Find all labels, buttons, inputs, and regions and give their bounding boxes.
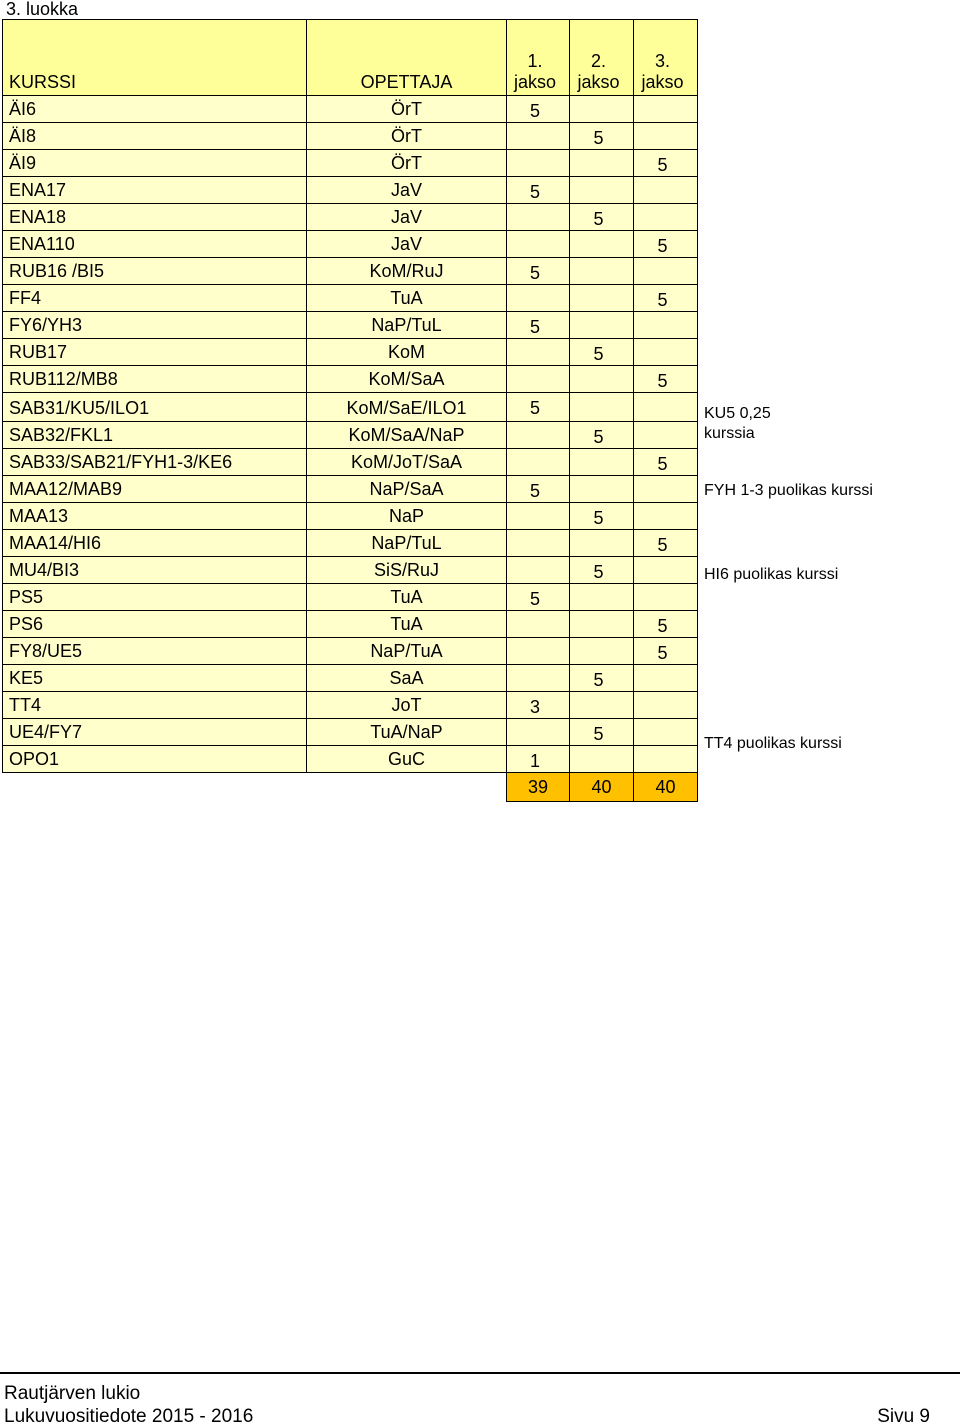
period-2-cell	[570, 231, 634, 258]
course-cell: KE5	[3, 665, 307, 692]
period-2-cell	[570, 366, 634, 393]
teacher-cell: KoM/RuJ	[307, 258, 507, 285]
teacher-cell: ÖrT	[307, 150, 507, 177]
period-3-cell: 5	[634, 285, 698, 312]
period-3-cell: 5	[634, 530, 698, 557]
period-1-column-header	[507, 20, 570, 96]
totals-spacer	[307, 773, 507, 802]
period-3-cell	[634, 123, 698, 150]
period-3-cell: 5	[634, 231, 698, 258]
footer-divider	[0, 1372, 960, 1374]
period-3-word: jakso	[641, 72, 684, 92]
teacher-cell: TuA	[307, 285, 507, 312]
table-row	[3, 611, 698, 638]
period-3-total: 40	[634, 773, 698, 802]
period-2-total: 40	[570, 773, 634, 802]
period-3-cell	[634, 719, 698, 746]
period-1-cell: 5	[507, 584, 570, 611]
teacher-cell: KoM/SaE/ILO1	[307, 393, 507, 422]
table-row	[3, 557, 698, 584]
period-2-cell	[570, 611, 634, 638]
period-2-cell	[570, 584, 634, 611]
table-row	[3, 366, 698, 393]
table-row	[3, 393, 698, 422]
period-2-cell: 5	[570, 204, 634, 231]
period-2-cell	[570, 476, 634, 503]
period-3-cell	[634, 339, 698, 366]
period-1-cell	[507, 530, 570, 557]
course-cell: ÄI6	[3, 96, 307, 123]
course-cell: ÄI9	[3, 150, 307, 177]
period-1-cell: 5	[507, 177, 570, 204]
table-row	[3, 177, 698, 204]
note-ku5-line-2: kurssia	[704, 425, 755, 442]
period-2-cell	[570, 96, 634, 123]
footer-page-number: Sivu 9	[877, 1406, 930, 1427]
period-2-cell	[570, 449, 634, 476]
period-3-cell: 5	[634, 449, 698, 476]
teacher-cell: TuA	[307, 584, 507, 611]
period-1-cell	[507, 557, 570, 584]
table-row	[3, 258, 698, 285]
table-row	[3, 285, 698, 312]
period-1-cell	[507, 204, 570, 231]
totals-spacer	[3, 773, 307, 802]
period-1-cell	[507, 503, 570, 530]
table-row	[3, 422, 698, 449]
period-2-cell: 5	[570, 719, 634, 746]
period-1-cell: 5	[507, 476, 570, 503]
period-1-cell	[507, 285, 570, 312]
teacher-cell: JaV	[307, 177, 507, 204]
period-1-total: 39	[507, 773, 570, 802]
table-row	[3, 204, 698, 231]
table-row	[3, 665, 698, 692]
period-3-cell	[634, 692, 698, 719]
period-3-cell	[634, 312, 698, 339]
teacher-cell: SaA	[307, 665, 507, 692]
course-cell: SAB31/KU5/ILO1	[3, 393, 307, 422]
table-row	[3, 150, 698, 177]
period-1-cell	[507, 231, 570, 258]
period-3-cell	[634, 177, 698, 204]
period-3-cell	[634, 557, 698, 584]
period-3-cell	[634, 584, 698, 611]
period-3-cell: 5	[634, 366, 698, 393]
period-3-cell: 5	[634, 150, 698, 177]
course-cell: SAB32/FKL1	[3, 422, 307, 449]
period-2-cell	[570, 177, 634, 204]
course-column-header: KURSSI	[3, 20, 307, 96]
course-cell: SAB33/SAB21/FYH1-3/KE6	[3, 449, 307, 476]
teacher-cell: KoM/SaA	[307, 366, 507, 393]
teacher-cell: SiS/RuJ	[307, 557, 507, 584]
table-row	[3, 719, 698, 746]
period-2-cell	[570, 638, 634, 665]
page-title: 3. luokka	[6, 0, 79, 19]
period-3-cell: 5	[634, 638, 698, 665]
period-2-cell: 5	[570, 557, 634, 584]
teacher-cell: TuA/NaP	[307, 719, 507, 746]
period-3-cell: 5	[634, 611, 698, 638]
period-2-cell: 5	[570, 665, 634, 692]
course-cell: FY6/YH3	[3, 312, 307, 339]
table-row	[3, 96, 698, 123]
period-1-number: 1.	[527, 51, 543, 71]
period-2-cell	[570, 285, 634, 312]
teacher-cell: KoM/JoT/SaA	[307, 449, 507, 476]
period-3-cell	[634, 503, 698, 530]
course-schedule-table	[2, 19, 698, 802]
table-row	[3, 503, 698, 530]
period-1-cell	[507, 611, 570, 638]
teacher-cell: NaP/TuL	[307, 530, 507, 557]
period-2-cell	[570, 393, 634, 422]
note-ku5	[704, 404, 771, 444]
note-tt4: TT4 puolikas kurssi	[704, 735, 842, 752]
period-3-cell	[634, 204, 698, 231]
table-row	[3, 476, 698, 503]
period-3-cell	[634, 665, 698, 692]
table-row	[3, 746, 698, 773]
period-3-cell	[634, 258, 698, 285]
course-cell: RUB17	[3, 339, 307, 366]
period-1-cell	[507, 719, 570, 746]
period-1-cell	[507, 123, 570, 150]
course-cell: MAA12/MAB9	[3, 476, 307, 503]
table-row	[3, 123, 698, 150]
period-3-cell	[634, 393, 698, 422]
period-2-cell: 5	[570, 339, 634, 366]
period-1-cell	[507, 665, 570, 692]
course-cell: MAA13	[3, 503, 307, 530]
teacher-cell: KoM/SaA/NaP	[307, 422, 507, 449]
table-row	[3, 584, 698, 611]
teacher-cell: KoM	[307, 339, 507, 366]
note-hi6: HI6 puolikas kurssi	[704, 566, 839, 583]
period-1-cell	[507, 366, 570, 393]
period-2-cell: 5	[570, 503, 634, 530]
period-1-word: jakso	[513, 72, 557, 92]
period-1-cell	[507, 339, 570, 366]
teacher-cell: JaV	[307, 231, 507, 258]
note-fyh: FYH 1-3 puolikas kurssi	[704, 482, 873, 499]
period-3-cell	[634, 96, 698, 123]
teacher-cell: NaP/TuL	[307, 312, 507, 339]
teacher-cell: ÖrT	[307, 123, 507, 150]
footer-publication: Lukuvuositiedote 2015 - 2016	[4, 1406, 254, 1427]
course-cell: UE4/FY7	[3, 719, 307, 746]
teacher-cell: GuC	[307, 746, 507, 773]
period-2-word: jakso	[577, 72, 620, 92]
teacher-cell: TuA	[307, 611, 507, 638]
teacher-cell: JoT	[307, 692, 507, 719]
course-cell: MAA14/HI6	[3, 530, 307, 557]
table-row	[3, 692, 698, 719]
teacher-cell: NaP/SaA	[307, 476, 507, 503]
course-cell: ÄI8	[3, 123, 307, 150]
course-cell: ENA17	[3, 177, 307, 204]
course-cell: FY8/UE5	[3, 638, 307, 665]
course-cell: FF4	[3, 285, 307, 312]
table-row	[3, 339, 698, 366]
period-1-cell: 5	[507, 258, 570, 285]
period-2-cell	[570, 258, 634, 285]
course-cell: MU4/BI3	[3, 557, 307, 584]
table-row	[3, 449, 698, 476]
period-2-cell	[570, 530, 634, 557]
period-2-cell	[570, 746, 634, 773]
table-row	[3, 638, 698, 665]
period-1-cell	[507, 422, 570, 449]
period-1-cell: 5	[507, 393, 570, 422]
table-row	[3, 312, 698, 339]
period-1-cell	[507, 150, 570, 177]
period-2-number: 2.	[590, 51, 606, 71]
teacher-cell: NaP/TuA	[307, 638, 507, 665]
course-cell: RUB112/MB8	[3, 366, 307, 393]
teacher-cell: ÖrT	[307, 96, 507, 123]
note-ku5-line-1: KU5 0,25	[704, 405, 771, 422]
period-1-cell: 3	[507, 692, 570, 719]
totals-row	[3, 773, 698, 802]
period-2-cell	[570, 312, 634, 339]
period-2-cell: 5	[570, 422, 634, 449]
teacher-cell: NaP	[307, 503, 507, 530]
course-cell: RUB16 /BI5	[3, 258, 307, 285]
table-row	[3, 231, 698, 258]
teacher-column-header: OPETTAJA	[307, 20, 507, 96]
period-1-cell: 5	[507, 312, 570, 339]
period-1-cell	[507, 449, 570, 476]
period-2-cell	[570, 692, 634, 719]
teacher-cell: JaV	[307, 204, 507, 231]
course-cell: ENA18	[3, 204, 307, 231]
period-2-cell	[570, 150, 634, 177]
period-3-number: 3.	[654, 51, 670, 71]
period-2-column-header	[570, 20, 634, 96]
course-cell: TT4	[3, 692, 307, 719]
period-1-cell: 1	[507, 746, 570, 773]
course-cell: PS6	[3, 611, 307, 638]
course-cell: OPO1	[3, 746, 307, 773]
period-3-cell	[634, 476, 698, 503]
period-2-cell: 5	[570, 123, 634, 150]
period-3-cell	[634, 746, 698, 773]
table-row	[3, 530, 698, 557]
table-header-row	[3, 20, 698, 96]
period-3-column-header	[634, 20, 698, 96]
course-cell: PS5	[3, 584, 307, 611]
course-cell: ENA110	[3, 231, 307, 258]
period-1-cell	[507, 638, 570, 665]
period-1-cell: 5	[507, 96, 570, 123]
footer-school: Rautjärven lukio	[4, 1383, 141, 1404]
period-3-cell	[634, 422, 698, 449]
